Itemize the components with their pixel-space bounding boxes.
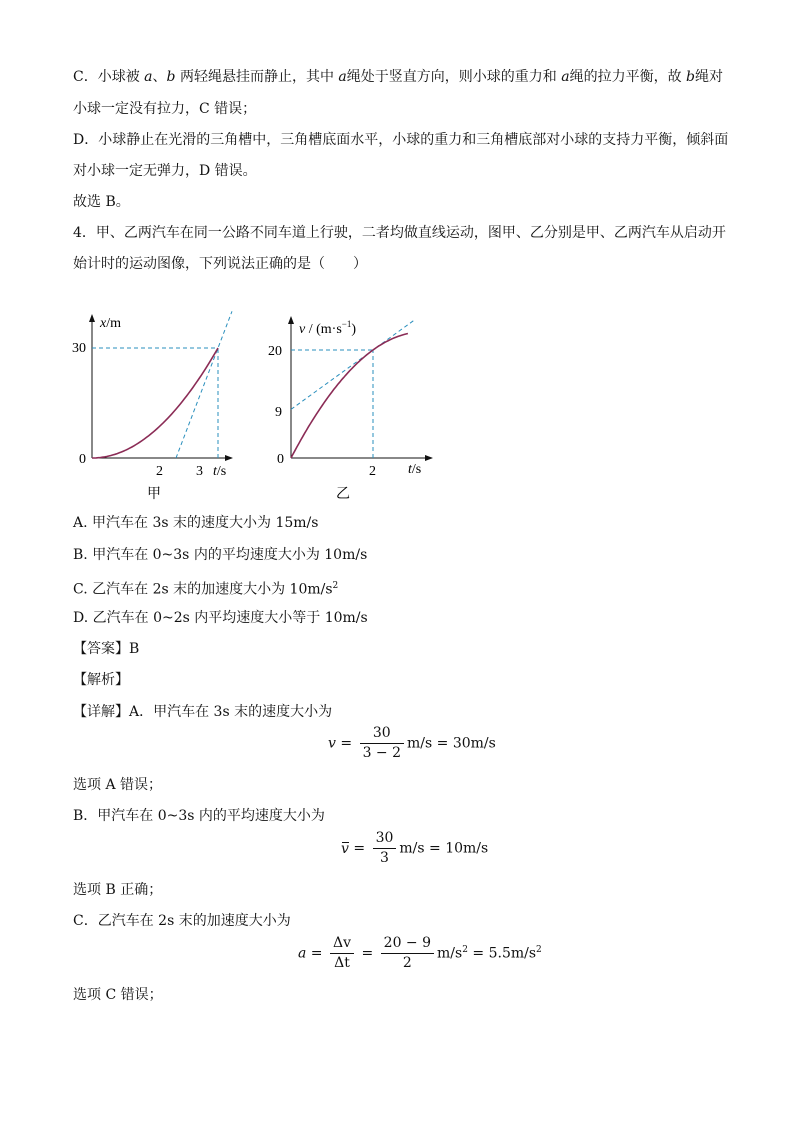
jia-curve (92, 348, 218, 458)
yi-ylabel: $v / (m\cdot s^{-1})$ (299, 319, 357, 337)
prev-option-c-line1: C．小球被 a、b 两轻绳悬挂而静止，其中 a绳处于竖直方向，则小球的重力和 a绳的拉力平衡，故 b绳对 (73, 69, 723, 85)
detail-c: C．乙汽车在 2s 末的加速度大小为 (73, 913, 291, 929)
answer: 【答案】B (73, 641, 140, 657)
yi-curve (291, 334, 408, 459)
yi-caption: 乙 (336, 487, 350, 502)
analysis-heading: 【解析】 (73, 672, 129, 688)
equation-acceleration: a = $\frac{\Delta v}{\Delta t}$ = $\frac{20 - 9}{2}$ $m/s^2 = 5.5m/s^2$ (298, 935, 542, 971)
result-a: 选项 A 错误； (73, 777, 163, 793)
result-b: 选项 B 正确； (73, 882, 163, 898)
jia-ylabel: x/m (100, 316, 121, 331)
jia-ytick-30: 30 (72, 341, 86, 356)
equation-average-velocity: v = $\frac{30}{3}$ m/s = 10m/s (341, 830, 489, 866)
yi-xlabel: t/s (408, 462, 422, 477)
jia-xlabel: t/s (213, 464, 227, 479)
option-b: B. 甲汽车在 0~3s 内的平均速度大小为 10m/s (73, 547, 368, 563)
detail-a: 【详解】A．甲汽车在 3s 末的速度大小为 (73, 704, 333, 720)
yi-ytick-20: 20 (268, 344, 282, 359)
yi-origin: 0 (277, 452, 284, 467)
jia-xtick-3: 3 (196, 464, 203, 479)
option-a: A. 甲汽车在 3s 末的速度大小为 15m/s (73, 515, 319, 531)
figure-jia (60, 305, 250, 505)
prev-option-d-line1: D．小球静止在光滑的三角槽中，三角槽底面水平，小球的重力和三角槽底部对小球的支持力平衡，倾斜面 (73, 132, 729, 148)
question-line1: 4．甲、乙两汽车在同一公路不同车道上行驶，二者均做直线运动，图甲、乙分别是甲、乙两汽车从启动开 (73, 225, 726, 241)
prev-option-d-line2: 对小球一定无弹力，D 错误。 (73, 163, 257, 179)
equation-velocity: v = $\frac{30}{3 - 2}$ m/s = 30m/s (328, 725, 496, 761)
jia-origin: 0 (79, 452, 86, 467)
jia-caption: 甲 (147, 487, 161, 502)
jia-tangent-line (176, 311, 232, 458)
prev-option-c-line2: 小球一定没有拉力，C 错误； (73, 101, 257, 117)
figure-yi (262, 305, 452, 505)
prev-choice: 故选 B。 (73, 194, 130, 210)
yi-xtick-2: 2 (369, 464, 376, 479)
jia-xtick-2: 2 (156, 464, 163, 479)
yi-ytick-9: 9 (275, 405, 282, 420)
option-c: C. 乙汽车在 2s 末的加速度大小为 $10m/s^2$ (73, 581, 339, 598)
option-d: D. 乙汽车在 0~2s 内平均速度大小等于 10m/s (73, 610, 368, 626)
detail-b: B．甲汽车在 0~3s 内的平均速度大小为 (73, 808, 325, 824)
question-line2: 始计时的运动图像，下列说法正确的是（ ） (73, 256, 367, 272)
result-c: 选项 C 错误； (73, 987, 163, 1003)
